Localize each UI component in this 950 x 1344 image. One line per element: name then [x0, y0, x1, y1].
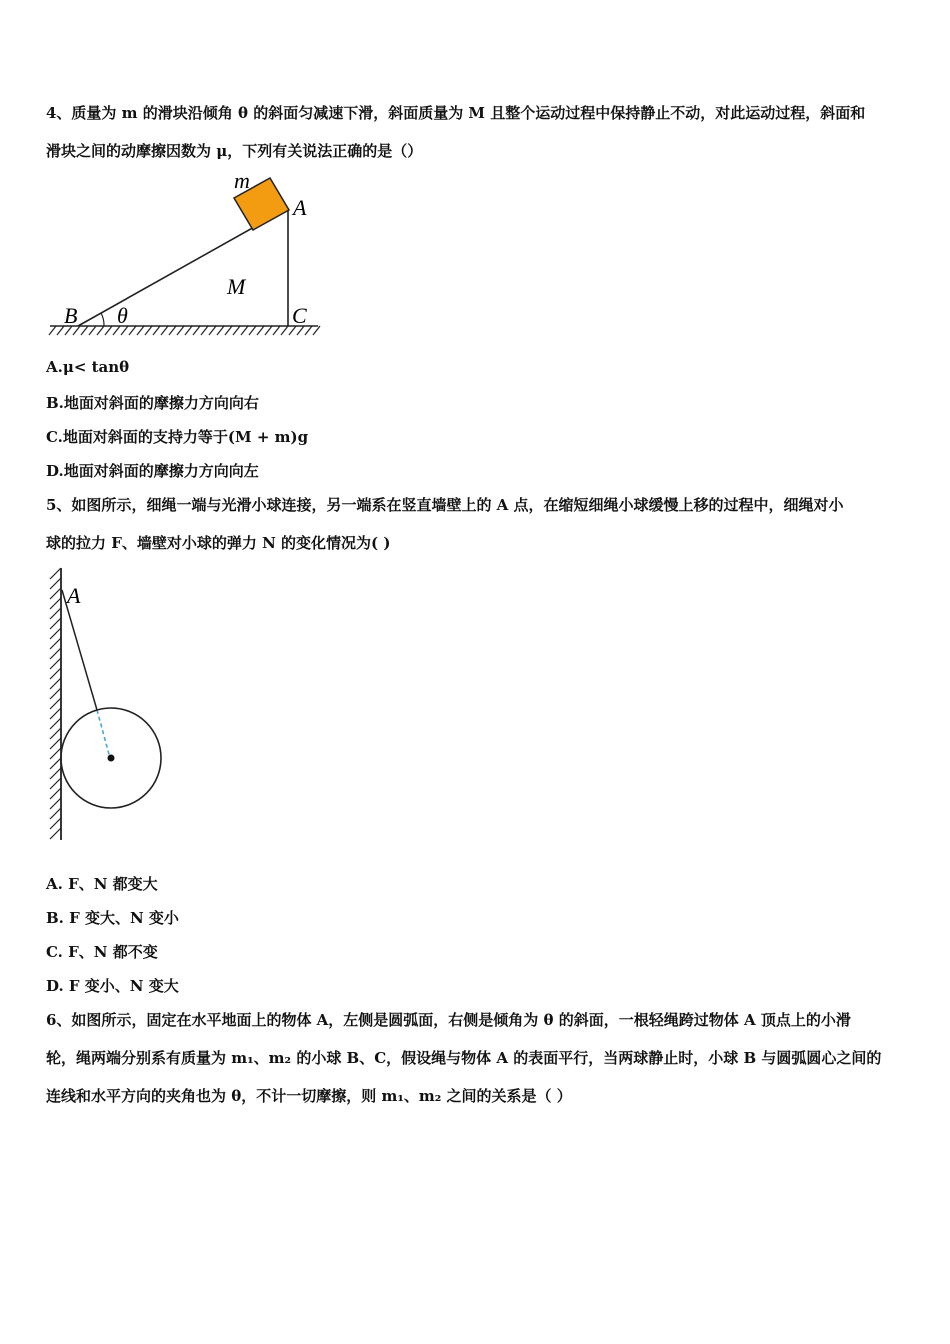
q6-stem-line1: 6、如图所示，固定在水平地面上的物体 A，左侧是圆弧面，右侧是倾角为 θ 的斜面，一根轻绳跨过物体 A 顶点上的小滑 — [46, 1011, 851, 1029]
angle-arc — [101, 313, 104, 326]
label-m: m — [234, 168, 250, 193]
rope — [62, 590, 97, 710]
rope-dashed-extension — [97, 710, 110, 758]
label-A: A — [67, 583, 81, 608]
q4-incline-figure — [46, 168, 326, 343]
label-M: M — [227, 274, 246, 299]
q4-option-b: B.地面对斜面的摩擦力方向向右 — [46, 394, 259, 412]
label-C: C — [292, 303, 307, 328]
q5-stem-line1: 5、如图所示，细绳一端与光滑小球连接，另一端系在竖直墙壁上的 A 点，在缩短细绳小球缓慢上移的过程中，细绳对小 — [46, 496, 844, 514]
q5-option-b: B. F 变大、N 变小 — [46, 909, 179, 927]
q5-option-c: C. F、N 都不变 — [46, 943, 158, 961]
q5-option-a: A. F、N 都变大 — [46, 875, 158, 893]
ball-center — [108, 755, 115, 762]
q4-option-d: D.地面对斜面的摩擦力方向向左 — [46, 462, 259, 480]
label-B: B — [64, 303, 78, 328]
label-A: A — [293, 195, 307, 220]
wall-hatching — [50, 568, 61, 839]
q6-stem-line2: 轮，绳两端分别系有质量为 m₁、m₂ 的小球 B、C，假设绳与物体 A 的表面平行，当两球静止时，小球 B 与圆弧圆心之间的 — [46, 1049, 882, 1067]
label-theta: θ — [117, 303, 128, 328]
q4-option-c: C.地面对斜面的支持力等于(M + m)g — [46, 428, 309, 446]
q4-stem-line2: 滑块之间的动摩擦因数为 μ，下列有关说法正确的是（） — [46, 142, 423, 160]
ground-hatching — [49, 326, 320, 335]
q5-stem-line2: 球的拉力 F、墙壁对小球的弹力 N 的变化情况为( ) — [46, 534, 391, 552]
q4-option-a: A.μ< tanθ — [46, 358, 130, 376]
q5-wall-ball-figure — [40, 562, 170, 847]
q5-option-d: D. F 变小、N 变大 — [46, 977, 179, 995]
q4-stem-line1: 4、质量为 m 的滑块沿倾角 θ 的斜面匀减速下滑，斜面质量为 M 且整个运动过程中保持静止不动，对此运动过程，斜面和 — [46, 104, 866, 122]
q6-stem-line3: 连线和水平方向的夹角也为 θ，不计一切摩擦，则 m₁、m₂ 之间的关系是（ ） — [46, 1087, 572, 1105]
